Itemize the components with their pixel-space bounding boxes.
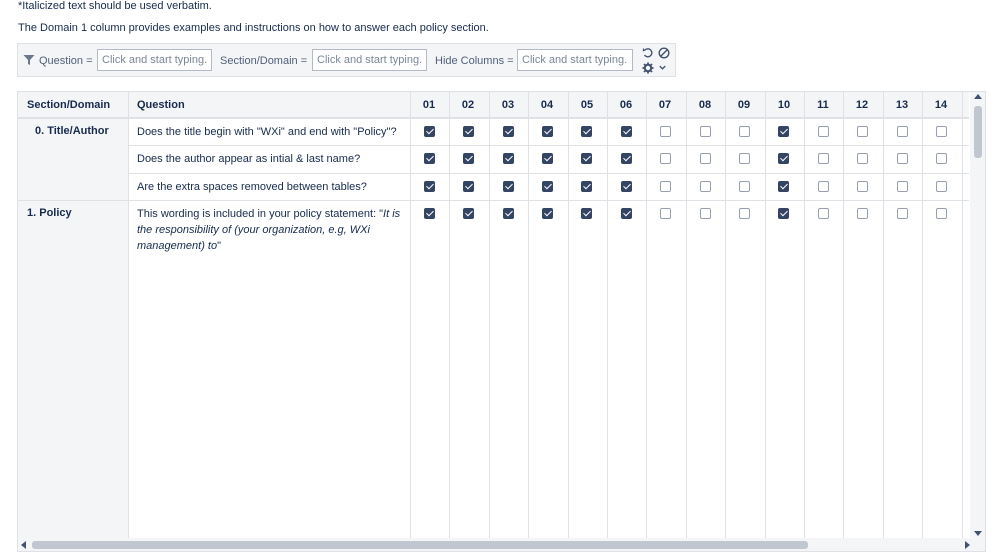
header-column-12[interactable]: 12 [855, 99, 869, 111]
checkbox-row4-col04[interactable] [542, 208, 553, 219]
checkbox-row2-col08[interactable] [700, 153, 711, 164]
question-text [137, 206, 405, 254]
checkbox-row3-col05[interactable] [581, 181, 592, 192]
column-divider [528, 92, 529, 551]
checkbox-row3-col08[interactable] [700, 181, 711, 192]
filter-bar [17, 43, 676, 77]
section-filter-input[interactable] [312, 49, 427, 71]
checkbox-row4-col09[interactable] [739, 208, 750, 219]
column-divider [489, 92, 490, 551]
checkbox-row1-col11[interactable] [818, 126, 829, 137]
column-divider [922, 92, 923, 551]
checkbox-row4-col10[interactable] [778, 208, 789, 219]
checkbox-row1-col05[interactable] [581, 126, 592, 137]
checkbox-row1-col09[interactable] [739, 126, 750, 137]
header-column-13[interactable]: 13 [895, 99, 909, 111]
row-divider [128, 173, 969, 174]
checkbox-row3-col13[interactable] [897, 181, 908, 192]
checkbox-row3-col11[interactable] [818, 181, 829, 192]
checkbox-row4-col08[interactable] [700, 208, 711, 219]
checkbox-row3-col03[interactable] [503, 181, 514, 192]
question-text: Are the extra spaces removed between tables? [137, 181, 367, 193]
checkbox-row3-col02[interactable] [463, 181, 474, 192]
column-divider [725, 92, 726, 551]
header-column-07[interactable]: 07 [658, 99, 672, 111]
checkbox-row1-col10[interactable] [778, 126, 789, 137]
checkbox-row4-col06[interactable] [621, 208, 632, 219]
column-divider [410, 92, 411, 551]
checkbox-row3-col01[interactable] [424, 181, 435, 192]
column-divider [843, 92, 844, 551]
scroll-right-arrow-icon[interactable] [965, 541, 970, 549]
column-divider [607, 92, 608, 551]
scroll-left-arrow-icon[interactable] [21, 541, 26, 549]
checkbox-row3-col10[interactable] [778, 181, 789, 192]
checkbox-row1-col12[interactable] [857, 126, 868, 137]
clear-icon[interactable] [658, 47, 670, 59]
checkbox-row2-col05[interactable] [581, 153, 592, 164]
checkbox-row1-col06[interactable] [621, 126, 632, 137]
header-section-domain[interactable]: Section/Domain [27, 99, 111, 111]
checkbox-row4-col03[interactable] [503, 208, 514, 219]
checkbox-row1-col07[interactable] [660, 126, 671, 137]
checkbox-row2-col13[interactable] [897, 153, 908, 164]
hide-columns-label: Hide Columns = [435, 55, 514, 67]
checkbox-row4-col07[interactable] [660, 208, 671, 219]
question-filter-label: Question = [39, 55, 93, 67]
checklist-table [17, 91, 986, 552]
checkbox-row1-col01[interactable] [424, 126, 435, 137]
vertical-scroll-thumb[interactable] [974, 106, 982, 158]
header-column-04[interactable]: 04 [540, 99, 554, 111]
checkbox-row2-col06[interactable] [621, 153, 632, 164]
checkbox-row2-col04[interactable] [542, 153, 553, 164]
section-cell-bg [18, 200, 128, 538]
checkbox-row1-col13[interactable] [897, 126, 908, 137]
column-divider [646, 92, 647, 551]
checkbox-row3-col09[interactable] [739, 181, 750, 192]
header-column-11[interactable]: 11 [817, 99, 829, 111]
column-divider [449, 92, 450, 551]
checkbox-row2-col14[interactable] [936, 153, 947, 164]
question-text: Does the author appear as intial & last name? [137, 153, 361, 165]
header-column-09[interactable]: 09 [737, 99, 751, 111]
column-divider [765, 92, 766, 551]
checkbox-row2-col01[interactable] [424, 153, 435, 164]
header-column-05[interactable]: 05 [580, 99, 594, 111]
header-question[interactable]: Question [137, 99, 185, 111]
column-divider [686, 92, 687, 551]
checkbox-row4-col13[interactable] [897, 208, 908, 219]
chevron-down-icon[interactable] [658, 63, 667, 72]
checkbox-row4-col11[interactable] [818, 208, 829, 219]
column-divider [962, 92, 963, 551]
domain-note: The Domain 1 column provides examples and instructions on how to answer each policy section. [18, 22, 489, 34]
horizontal-scrollbar[interactable] [18, 538, 986, 552]
vertical-scrollbar[interactable] [970, 92, 986, 538]
checkbox-row1-col03[interactable] [503, 126, 514, 137]
checkbox-row4-col05[interactable] [581, 208, 592, 219]
header-column-01[interactable]: 01 [422, 99, 436, 111]
section-filter-label: Section/Domain = [220, 55, 308, 67]
checkbox-row1-col02[interactable] [463, 126, 474, 137]
question-text: Does the title begin with "WXi" and end with "Policy"? [137, 126, 397, 138]
checkbox-row4-col02[interactable] [463, 208, 474, 219]
checkbox-row2-col07[interactable] [660, 153, 671, 164]
column-divider [804, 92, 805, 551]
question-text-end: " [217, 240, 222, 252]
hide-columns-input[interactable] [517, 49, 633, 71]
checkbox-row2-col12[interactable] [857, 153, 868, 164]
checkbox-row2-col02[interactable] [463, 153, 474, 164]
column-divider [883, 92, 884, 551]
row-divider [18, 200, 969, 201]
checkbox-row3-col12[interactable] [857, 181, 868, 192]
header-column-06[interactable]: 06 [619, 99, 633, 111]
column-divider [128, 92, 129, 551]
checkbox-row2-col09[interactable] [739, 153, 750, 164]
column-divider [568, 92, 569, 551]
checkbox-row3-col07[interactable] [660, 181, 671, 192]
checkbox-row4-col12[interactable] [857, 208, 868, 219]
question-text-verbatim: It is the responsibility of (your organization, e.g, WXi management) to [137, 208, 401, 252]
section-label: 0. Title/Author [35, 125, 109, 137]
header-column-10[interactable]: 10 [777, 99, 791, 111]
checkbox-row3-col14[interactable] [936, 181, 947, 192]
checkbox-row2-col11[interactable] [818, 153, 829, 164]
scroll-down-arrow-icon[interactable] [974, 531, 982, 536]
question-filter-input[interactable] [97, 49, 212, 71]
row-divider [128, 145, 969, 146]
header-column-08[interactable]: 08 [698, 99, 712, 111]
checkbox-row4-col14[interactable] [936, 208, 947, 219]
scroll-up-arrow-icon[interactable] [974, 94, 982, 99]
checkbox-row1-col04[interactable] [542, 126, 553, 137]
header-column-02[interactable]: 02 [461, 99, 475, 111]
section-label: 1. Policy [27, 207, 72, 219]
checkbox-row1-col14[interactable] [936, 126, 947, 137]
checkbox-row3-col06[interactable] [621, 181, 632, 192]
checkbox-row1-col08[interactable] [700, 126, 711, 137]
undo-icon[interactable] [642, 47, 654, 59]
checkbox-row4-col01[interactable] [424, 208, 435, 219]
checkbox-row2-col10[interactable] [778, 153, 789, 164]
header-divider [18, 118, 969, 119]
checkbox-row3-col04[interactable] [542, 181, 553, 192]
header-column-14[interactable]: 14 [934, 99, 948, 111]
italic-note: *Italicized text should be used verbatim. [18, 0, 212, 12]
funnel-icon [23, 54, 35, 66]
question-text-plain: This wording is included in your policy statement: " [137, 208, 384, 220]
gear-icon[interactable] [642, 62, 654, 74]
header-column-03[interactable]: 03 [501, 99, 515, 111]
horizontal-scroll-thumb[interactable] [32, 541, 808, 549]
checkbox-row2-col03[interactable] [503, 153, 514, 164]
